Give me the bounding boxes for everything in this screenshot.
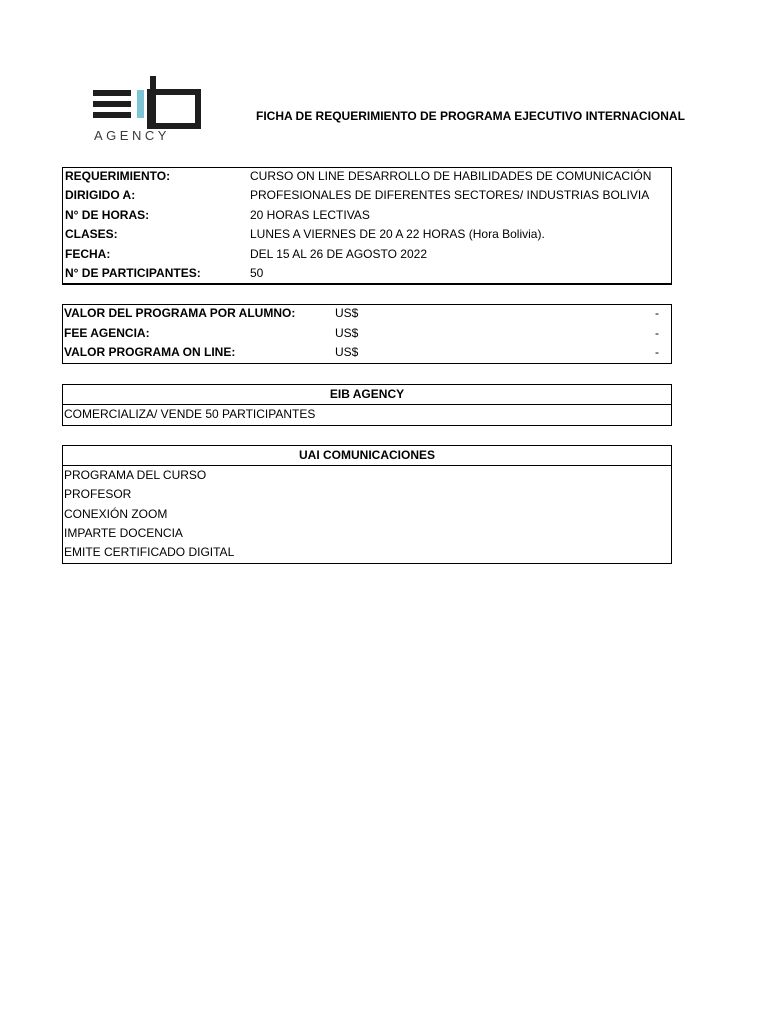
list-item: CONEXIÓN ZOOM xyxy=(64,506,168,521)
row-label: DIRIGIDO A: xyxy=(65,188,136,202)
currency-label: US$ xyxy=(335,325,359,340)
row-value: 50 xyxy=(250,266,264,280)
table-row xyxy=(63,187,671,207)
requirements-table xyxy=(62,167,672,285)
list-item: COMERCIALIZA/ VENDE 50 PARTICIPANTES xyxy=(64,407,316,421)
logo-text: AGENCY xyxy=(94,128,170,143)
list-item: IMPARTE DOCENCIA xyxy=(64,525,183,540)
row-value: DEL 15 AL 26 DE AGOSTO 2022 xyxy=(250,246,427,261)
eib-agency-section xyxy=(62,384,672,426)
row-label: FECHA: xyxy=(65,246,111,261)
section-heading: EIB AGENCY xyxy=(63,385,671,405)
table-row xyxy=(63,246,671,266)
row-label: FEE AGENCIA: xyxy=(64,325,150,340)
row-label: VALOR DEL PROGRAMA POR ALUMNO: xyxy=(64,306,296,320)
row-label: N° DE HORAS: xyxy=(65,207,150,222)
table-row xyxy=(63,265,671,285)
list-item: PROFESOR xyxy=(64,487,132,502)
amount-value: - xyxy=(655,306,659,320)
document-title: FICHA DE REQUERIMIENTO DE PROGRAMA EJECUTIVO INTERNACIONAL xyxy=(256,109,685,123)
row-label: N° DE PARTICIPANTES: xyxy=(65,266,201,280)
section-heading: UAI COMUNICACIONES xyxy=(63,446,671,466)
table-row xyxy=(63,168,671,187)
row-value: 20 HORAS LECTIVAS xyxy=(250,207,370,222)
row-label: REQUERIMIENTO: xyxy=(65,169,171,183)
row-value: CURSO ON LINE DESARROLLO DE HABILIDADES DE COMUNICACIÓN xyxy=(250,169,652,183)
program-values-table xyxy=(62,304,672,364)
list-item: PROGRAMA DEL CURSO xyxy=(64,468,207,482)
row-value: LUNES A VIERNES DE 20 A 22 HORAS (Hora Bolivia). xyxy=(250,227,545,241)
list-item: EMITE CERTIFICADO DIGITAL xyxy=(64,545,235,560)
uai-comunicaciones-section xyxy=(62,445,672,564)
table-row xyxy=(63,344,671,364)
table-row xyxy=(63,305,671,325)
currency-label: US$ xyxy=(335,306,359,320)
amount-value: - xyxy=(655,345,659,359)
amount-value: - xyxy=(655,325,659,340)
table-row xyxy=(63,325,671,345)
table-row xyxy=(63,226,671,246)
currency-label: US$ xyxy=(335,345,359,359)
row-label: VALOR PROGRAMA ON LINE: xyxy=(64,345,236,359)
row-label: CLASES: xyxy=(65,227,118,241)
row-value: PROFESIONALES DE DIFERENTES SECTORES/ INDUSTRIAS BOLIVIA xyxy=(250,188,650,202)
eib-agency-logo xyxy=(93,74,203,144)
table-row xyxy=(63,207,671,227)
